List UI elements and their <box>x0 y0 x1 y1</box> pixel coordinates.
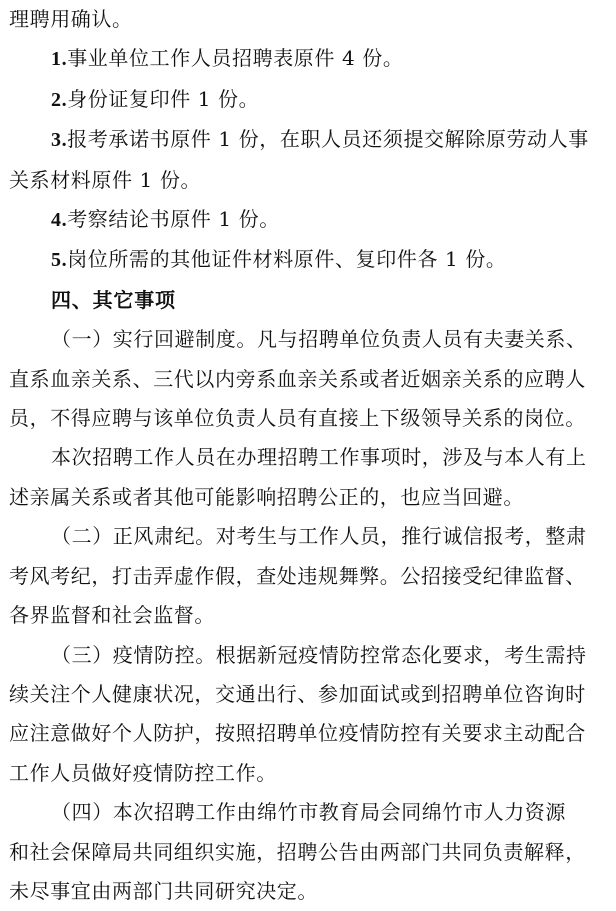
item-text: 身份证复印件 1 份。 <box>67 86 260 111</box>
paragraph-line: 工作人员做好疫情防控工作。 <box>9 760 277 785</box>
paragraph-line: 和社会保障局共同组织实施，招聘公告由两部门共同负责解释， <box>9 839 586 864</box>
item-number: 4. <box>51 209 68 232</box>
paragraph-line: 员，不得应聘与该单位负责人员有直接上下级领导关系的岗位。 <box>9 406 586 431</box>
paragraph-line: 各界监督和社会监督。 <box>9 603 215 628</box>
section-heading: 四、其它事项 <box>51 287 176 312</box>
paragraph-line: 直系血亲关系、三代以内旁系血亲关系或者近姻亲关系的应聘人 <box>9 366 586 391</box>
paragraph-line: 未尽事宜由两部门共同研究决定。 <box>9 878 318 903</box>
material-item-4 <box>9 200 604 240</box>
continuation-line: 理聘用确认。 <box>9 7 133 31</box>
paragraph-line: （四）本次招聘工作由绵竹市教育局会同绵竹市人力资源 <box>51 800 566 825</box>
material-item-1 <box>9 39 604 79</box>
material-item-3 <box>9 120 604 160</box>
material-item-2 <box>9 80 604 120</box>
paragraph-line: （二）正风肃纪。对考生与工作人员，推行诚信报考，整肃 <box>51 524 587 549</box>
paragraph-line: 本次招聘工作人员在办理招聘工作事项时，涉及与本人有上 <box>51 445 587 470</box>
item-text: 报考承诺书原件 1 份，在职人员还须提交解除原劳动人事 <box>67 127 589 152</box>
material-item-3-continued: 关系材料原件 1 份。 <box>9 167 202 192</box>
item-number: 1. <box>51 48 68 71</box>
item-text: 事业单位工作人员招聘表原件 4 份。 <box>67 46 404 71</box>
paragraph-line: （三）疫情防控。根据新冠疫情防控常态化要求，考生需持 <box>51 642 587 667</box>
paragraph-line: （一）实行回避制度。凡与招聘单位负责人员有夫妻关系、 <box>51 327 587 352</box>
paragraph-line: 应注意做好个人防护，按照招聘单位疫情防控有关要求主动配合 <box>9 721 586 746</box>
item-text: 考察结论书原件 1 份。 <box>67 207 280 232</box>
item-text: 岗位所需的其他证件材料原件、复印件各 1 份。 <box>67 247 507 272</box>
paragraph-line: 考风考纪，打击弄虚作假，查处违规舞弊。公招接受纪律监督、 <box>9 563 586 588</box>
item-number: 2. <box>51 88 68 111</box>
material-item-5 <box>9 240 604 280</box>
item-number: 3. <box>51 129 68 152</box>
paragraph-line: 续关注个人健康状况，交通出行、参加面试或到招聘单位咨询时 <box>9 681 586 706</box>
paragraph-line: 述亲属关系或者其他可能影响招聘公正的，也应当回避。 <box>9 484 524 509</box>
item-number: 5. <box>51 249 68 272</box>
